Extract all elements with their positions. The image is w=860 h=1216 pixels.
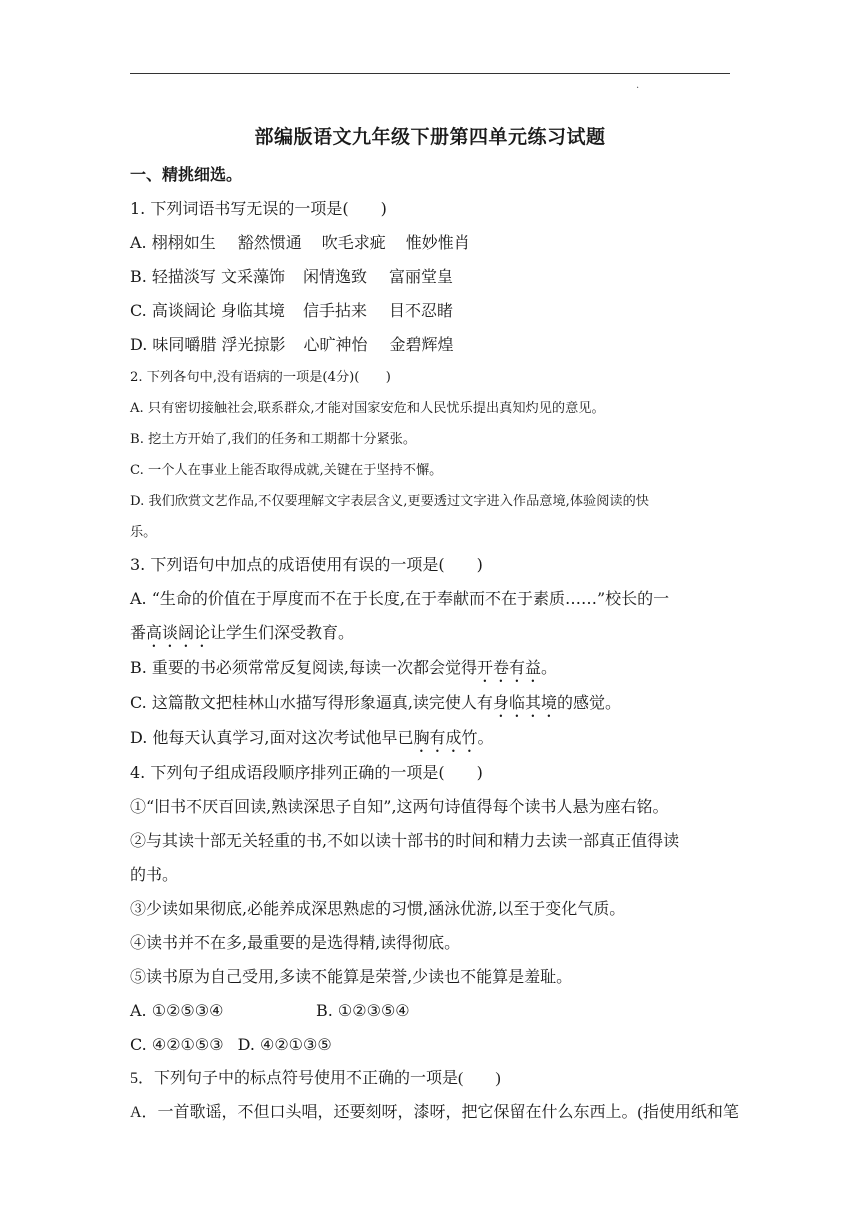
q2-stem: 2. 下列各句中,没有语病的一项是(4分)( ) — [130, 370, 391, 385]
document-title: 部编版语文九年级下册第四单元练习试题 — [254, 126, 606, 148]
q4-sentence-2: ②与其读十部无关轻重的书,不如以读十部书的时间和精力去读一部真正值得读 — [130, 831, 680, 850]
q3-stem: 3. 下列语句中加点的成语使用有误的一项是( ) — [130, 555, 483, 574]
q4-sentence-4: ④读书并不在多,最重要的是选得精,读得彻底。 — [130, 933, 461, 952]
q1-option-d: D. 味同嚼腊 浮光掠影 心旷神怡 金碧辉煌 — [130, 335, 454, 354]
q3-option-a-cont: 番高谈阔论让学生们深受教育。 — [130, 623, 355, 642]
q1-option-b: B. 轻描淡写 文采藻饰 闲情逸致 富丽堂皇 — [130, 267, 454, 286]
q2-option-d-cont: 乐。 — [130, 525, 157, 540]
q5-option-a: A．一首歌谣，不但口头唱，还要刻呀，漆呀，把它保留在什么东西上。(指使用纸和笔 — [130, 1104, 739, 1121]
q1-option-c: C. 高谈阔论 身临其境 信手拈来 目不忍睹 — [130, 301, 453, 320]
q5-stem: 5．下列句子中的标点符号使用不正确的一项是( ) — [130, 1070, 501, 1087]
q4-options-cd: C. ④②①⑤③ D. ④②①③⑤ — [130, 1035, 332, 1054]
header-rule — [130, 73, 730, 74]
q4-stem: 4. 下列句子组成语段顺序排列正确的一项是( ) — [130, 763, 483, 782]
q2-option-a: A. 只有密切接触社会,联系群众,才能对国家安危和人民忧乐提出真知灼见的意见。 — [130, 401, 605, 416]
q4-sentence-2-cont: 的书。 — [130, 865, 179, 884]
dotted-idiom: 胸有成竹 — [413, 728, 478, 747]
header-mark: . — [636, 80, 640, 91]
q3-option-a: A. “生命的价值在于厚度而不在于长度,在于奉献而不在于素质……”校长的一 — [130, 589, 670, 608]
q3-option-d: D. 他每天认真学习,面对这次考试他早已胸有成竹。 — [130, 728, 494, 747]
q4-sentence-1: ①“旧书不厌百回读,熟读深思子自知”,这两句诗值得每个读书人悬为座右铭。 — [130, 797, 669, 816]
q2-option-b: B. 挖土方开始了,我们的任务和工期都十分紧张。 — [130, 432, 417, 447]
q3-option-c: C. 这篇散文把桂林山水描写得形象逼真,读完使人有身临其境的感觉。 — [130, 693, 621, 712]
q1-option-a: A. 栩栩如生 豁然惯通 吹毛求疵 惟妙惟肖 — [130, 233, 470, 252]
q4-sentence-5: ⑤读书原为自己受用,多读不能算是荣誉,少读也不能算是羞耻。 — [130, 967, 573, 986]
question-list — [130, 192, 739, 1130]
q4-options-ab: A. ①②⑤③④ B. ①②③⑤④ — [130, 1001, 410, 1020]
section-heading: 一、精挑细选。 — [130, 165, 243, 184]
q4-sentence-3: ③少读如果彻底,必能养成深思熟虑的习惯,涵泳优游,以至于变化气质。 — [130, 899, 626, 918]
q2-option-d: D. 我们欣赏文艺作品,不仅要理解文字表层含义,更要透过文字进入作品意境,体验阅读的快 — [130, 494, 649, 509]
dotted-idiom: 高谈阔论 — [146, 623, 211, 642]
q1-stem: 1. 下列词语书写无误的一项是( ) — [130, 199, 387, 218]
q2-option-c: C. 一个人在事业上能否取得成就,关键在于坚持不懈。 — [130, 463, 443, 478]
dotted-idiom: 身临其境 — [492, 693, 557, 712]
q3-option-b: B. 重要的书必须常常反复阅读,每读一次都会觉得开卷有益。 — [130, 658, 558, 677]
dotted-idiom: 开卷有益 — [477, 658, 542, 677]
